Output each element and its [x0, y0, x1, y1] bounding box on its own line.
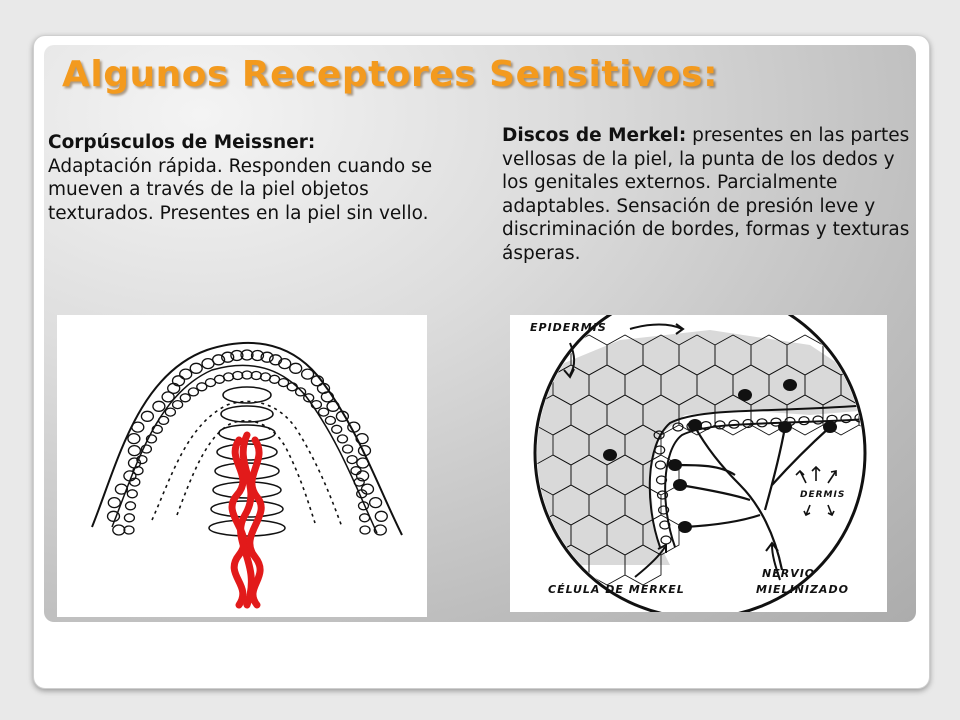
- slide-title: Algunos Receptores Sensitivos:: [62, 54, 718, 95]
- label-celula-merkel: CÉLULA DE MERKEL: [548, 583, 685, 596]
- meissner-body: Adaptación rápida. Responden cuando se mueven a través de la piel objetos texturados. Presentes en la piel sin vello.: [48, 155, 433, 224]
- merkel-drawing: [510, 315, 887, 612]
- label-mielinizado: MIELINIZADO: [756, 583, 849, 596]
- label-nervio: NERVIO: [762, 567, 816, 580]
- label-epidermis: EPIDERMIS: [530, 321, 607, 334]
- meissner-corpuscle-illustration: [57, 315, 427, 617]
- meissner-heading: Corpúsculos de Meissner:: [48, 132, 316, 153]
- merkel-disc-illustration: [510, 315, 887, 612]
- merkel-body: presentes en las partes vellosas de la piel, la punta de los dedos y los genitales externos. Parcialmente adaptables. Sensación de presión leve y discriminación de bordes, formas y texturas ásperas.: [502, 125, 910, 264]
- merkel-description: [502, 124, 914, 265]
- label-dermis: DERMIS: [800, 490, 846, 500]
- meissner-description: [48, 131, 468, 225]
- meissner-drawing: [57, 315, 427, 617]
- merkel-heading: Discos de Merkel:: [502, 125, 687, 146]
